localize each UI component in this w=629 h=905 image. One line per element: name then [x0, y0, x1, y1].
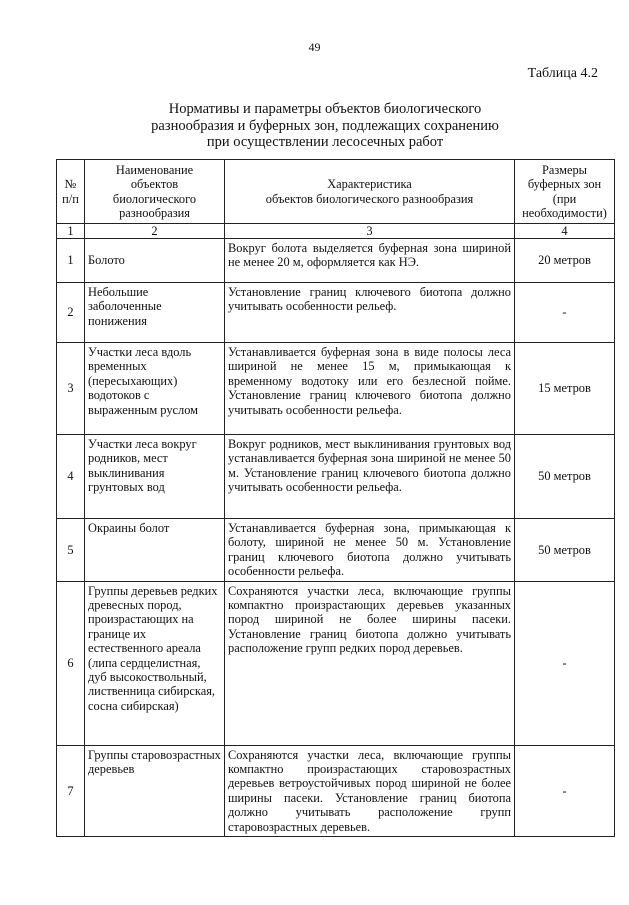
header-desc [225, 160, 515, 224]
header-text: (при [552, 191, 577, 206]
column-number: 4 [515, 224, 615, 239]
table-row [57, 745, 615, 836]
page-number: 49 [308, 40, 321, 54]
buffer-size: - [515, 745, 615, 836]
object-name: Болото [85, 239, 225, 283]
row-number: 2 [57, 283, 85, 343]
row-number: 3 [57, 343, 85, 435]
norms-table [56, 159, 615, 837]
object-characteristic: Устанавливается буферная зона, примыкающая к болоту, шириной не менее 50 м. Установление границ ключевого биотопа должно учитывать особенности рельефа. [225, 519, 515, 582]
header-name [85, 160, 225, 224]
header-text: разнообразия [119, 205, 190, 220]
object-characteristic: Вокруг родников, мест выклинивания грунтовых вод устанавливается буферная зона шириной не менее 50 м. Установление границ ключевого биотопа должно учитывать особенности рельефа. [225, 435, 515, 519]
object-characteristic: Сохраняются участки леса, включающие группы компактно произрастающих старовозрастных деревьев ветроустойчивых пород шириной не более ширины пасеки. Установление границ биотопа должно учитывать расположение групп старовозрастных деревьев. [225, 745, 515, 836]
table-row [57, 581, 615, 745]
table-row [57, 239, 615, 283]
table-row [57, 283, 615, 343]
object-name: Группы старовозрастных деревьев [85, 745, 225, 836]
buffer-size: 50 метров [515, 519, 615, 582]
header-text: буферных зон [527, 177, 602, 192]
object-name: Участки леса вдоль временных (пересыхающих) водотоков с выраженным руслом [85, 343, 225, 435]
header-text: Размеры [542, 162, 587, 177]
column-number: 3 [225, 224, 515, 239]
row-number: 7 [57, 745, 85, 836]
header-text: п/п [62, 191, 79, 206]
object-name: Окраины болот [85, 519, 225, 582]
header-text: № [64, 177, 77, 192]
buffer-size: 50 метров [515, 435, 615, 519]
column-number: 1 [57, 224, 85, 239]
table-title-line: Нормативы и параметры объектов биологического [168, 101, 482, 117]
column-number-row [57, 224, 615, 239]
table-title-line: при осуществлении лесосечных работ [206, 134, 444, 150]
table-title-line: разнообразия и буферных зон, подлежащих сохранению [151, 117, 499, 134]
object-name: Группы деревьев редких древесных пород, произрастающих на границе их естественного ареала (липа сердцелистная, дуб высокоствольный, лиственница сибирская, сосна сибирская) [85, 581, 225, 745]
header-buffer [515, 160, 615, 224]
table-title [60, 101, 590, 151]
header-text: необходимости) [522, 205, 607, 220]
table-row [57, 435, 615, 519]
header-text: Характеристика [327, 177, 412, 192]
row-number: 6 [57, 581, 85, 745]
object-characteristic: Устанавливается буферная зона в виде полосы леса шириной не менее 15 м, примыкающая к временному водотоку или его безлесной пойме. Установление границ ключевого биотопа должно учитывать особенности рельефа. [225, 343, 515, 435]
header-row [57, 160, 615, 224]
header-text: объектов биологического разнообразия [265, 191, 474, 206]
buffer-size: - [515, 283, 615, 343]
table-row [57, 519, 615, 582]
object-name: Участки леса вокруг родников, мест выклинивания грунтовых вод [85, 435, 225, 519]
header-text: объектов [130, 177, 179, 192]
buffer-size: 15 метров [515, 343, 615, 435]
row-number: 1 [57, 239, 85, 283]
object-characteristic: Вокруг болота выделяется буферная зона шириной не менее 20 м, оформляется как НЭ. [225, 239, 515, 283]
column-number: 2 [85, 224, 225, 239]
header-text: Наименование [115, 162, 194, 177]
header-num [57, 160, 85, 224]
object-name: Небольшие заболоченные понижения [85, 283, 225, 343]
buffer-size: 20 метров [515, 239, 615, 283]
header-text: биологического [112, 191, 197, 206]
object-characteristic: Сохраняются участки леса, включающие группы компактно произрастающих деревьев указанных пород шириной не более ширины пасеки. Установление границ биотопа должно учитывать расположение групп редких пород деревьев. [225, 581, 515, 745]
object-characteristic: Установление границ ключевого биотопа должно учитывать особенности рельеф. [225, 283, 515, 343]
row-number: 5 [57, 519, 85, 582]
row-number: 4 [57, 435, 85, 519]
buffer-size: - [515, 581, 615, 745]
table-row [57, 343, 615, 435]
table-label: Таблица 4.2 [527, 66, 598, 81]
